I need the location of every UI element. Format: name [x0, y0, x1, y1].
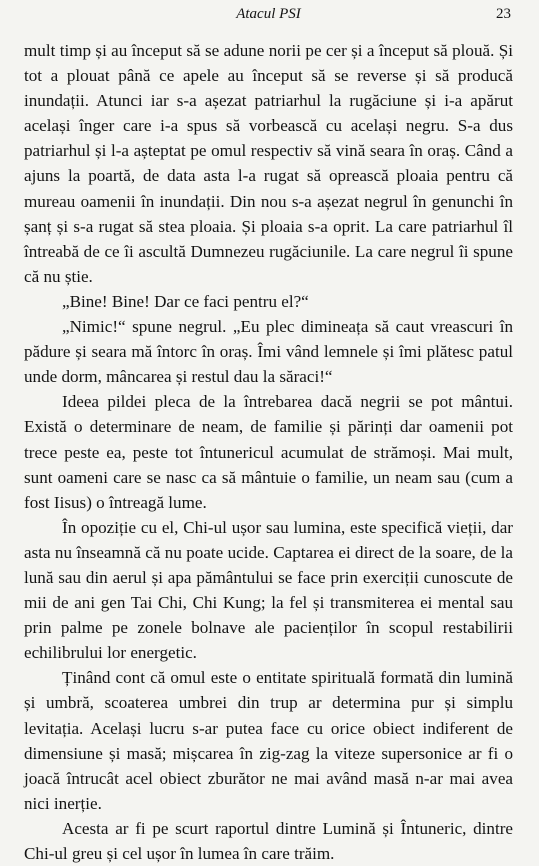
paragraph-dialog-question: „Bine! Bine! Dar ce faci pentru el?“	[62, 291, 309, 311]
paragraph-continued: mult timp și au început să se adune norii pe cer și a început să plouă. Și tot a plouat până ce apele au început să se reverse și să producă inundații. Atunci iar s-a așezat patriarhul la rugăciune și i-a apărut același înger care i-a spus să vorbească cu același negru. S-a dus patriarhul și l-a așteptat pe omul respectiv să vină seara în oraș. Când a ajuns la poartă, de data asta l-a rugat să oprească ploaia pentru că mureau oamenii în inundații. Din nou s-a așezat negrul în genunchi în șanț și s-a rugat să stea ploaia. Și ploaia s-a oprit. La care patriarhul îl întreabă de ce îi ascultă Dumnezeu rugăciunile. La care negrul îi spune că nu știe.	[24, 41, 513, 286]
paragraph-parable-idea: Ideea pildei pleca de la întrebarea dacă negrii se pot mântui. Există o determinare de neam, de familie și părinți dar oamenii pot trece peste ea, peste tot întunericul acumulat de strămoși. Mai mult, sunt oameni care se nasc ca să mântuie o familie, un neam sau (cum a fost Iisus) o întreagă lume.	[24, 392, 513, 512]
page-header	[24, 6, 513, 26]
body-text	[24, 38, 513, 866]
running-title: Atacul PSI	[236, 6, 301, 22]
paragraph-dialog-answer: „Nimic!“ spune negrul. „Eu plec dimineața să caut vreascuri în pădure și seara mă întorc în oraș. Îmi vând lemnele și îmi plătesc patul unde dorm, mâncarea și restul dau la săraci!“	[24, 317, 513, 387]
paragraph-conclusion: Acesta ar fi pe scurt raportul dintre Lumină și Întuneric, dintre Chi-ul greu și cel ușor în lumea în care trăim.	[24, 818, 513, 863]
page-number: 23	[496, 6, 511, 22]
paragraph-levitation: Ținând cont că omul este o entitate spirituală formată din lumină și umbră, scoaterea umbrei din trup ar determina pur și simplu levitația. Același lucru s-ar putea face cu orice obiect indiferent de dimensiune și masă; mișcarea în zig-zag la viteze supersonice ar fi o joacă întrucât acel obiect zburător ne mai având masă n-ar mai avea nici inerție.	[24, 668, 513, 813]
paragraph-light-chi: În opoziție cu el, Chi-ul ușor sau lumina, este specifică vieții, dar asta nu înseamnă că nu poate ucide. Captarea ei direct de la soare, de la lună sau din aerul și apa pământului se face prin exerciții cunoscute de mii de ani gen Tai Chi, Chi Kung; la fel și transmiterea ei mental sau prin palme pe zonele bolnave ale pacienților în scopul restabilirii echilibrului lor energetic.	[24, 517, 513, 663]
